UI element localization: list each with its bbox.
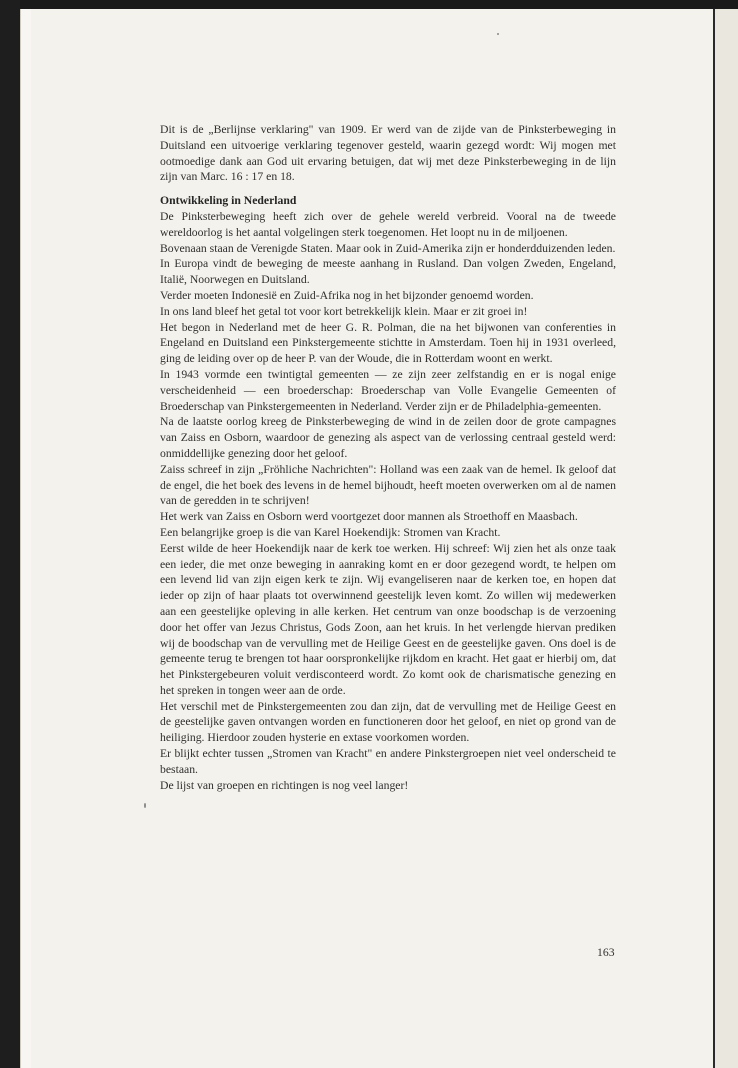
- paragraph: Het begon in Nederland met de heer G. R. Polman, die na het bijwonen van conferenties in Engeland en Duitsland een Pinkstergemeente stichtte in Amsterdam. Toen hij in 1931 overleed, ging de leiding over op de heer P. van der Woude, die in Rotterdam woont en werkt.: [160, 320, 616, 366]
- scan-speck: [144, 803, 146, 808]
- right-page-edge: [713, 9, 738, 1068]
- paragraph: Zaiss schreef in zijn „Fröhliche Nachrichten": Holland was een zaak van de hemel. Ik geloof dat de engel, die het boek des levens in de hemel bijhoudt, heeft moeten overwerken om al de namen van de geredden in te schrijven!: [160, 462, 616, 508]
- paragraph: Het verschil met de Pinkstergemeenten zou dan zijn, dat de vervulling met de Heilige Geest en de geestelijke gaven ontvangen worden en functioneren door het geloof, en niet op grond van de heiliging. Hierdoor zouden hysterie en extase voorkomen worden.: [160, 699, 616, 745]
- paragraph: Het werk van Zaiss en Osborn werd voortgezet door mannen als Stroethoff en Maasbach.: [160, 510, 578, 524]
- scan-speck: [497, 33, 499, 35]
- paragraph: Verder moeten Indonesië en Zuid-Afrika nog in het bijzonder genoemd worden.: [160, 288, 534, 302]
- left-margin-strip: [20, 9, 31, 1068]
- paragraph: Een belangrijke groep is die van Karel Hoekendijk: Stromen van Kracht.: [160, 525, 501, 539]
- left-binding-edge: [0, 0, 20, 1068]
- page-number: 163: [597, 946, 615, 959]
- paragraph: De lijst van groepen en richtingen is nog veel langer!: [160, 778, 409, 792]
- paragraph: Na de laatste oorlog kreeg de Pinksterbeweging de wind in de zeilen door de grote campagnes van Zaiss en Osborn, waardoor de genezing als aspect van de verlossing centraal gesteld werd: onmiddellijke genezing door het geloof.: [160, 415, 616, 460]
- paragraph: In Europa vindt de beweging de meeste aanhang in Rusland. Dan volgen Zweden, Engeland, Italië, Noorwegen en Duitsland.: [160, 257, 616, 287]
- paragraph: Eerst wilde de heer Hoekendijk naar de kerk toe werken. Hij schreef: Wij zien het als onze taak een ieder, die met onze beweging in aanraking komt en er door gezegend wordt, te helpen om een levend lid van zijn eigen kerk te zijn. Wij evangeliseren naar de kerken toe, en hopen dat ieder op zijn of haar plaats tot overwinnend geestelijk leven komt. Zo willen wij medewerken aan een geestelijke opleving in alle kerken. Het centrum van onze boodschap is de verzoening door het offer van Jezus Christus, Gods Zoon, aan het kruis. In het verlengde hiervan prediken wij de boodschap van de vervulling met de Heilige Geest en de geestelijke gaven. Ons doel is de gemeente terug te brengen tot haar oorspronkelijke rijkdom en kracht. Het gaat er hierbij om, dat het Pinkstergebeuren voluit verdisconteerd wordt. Zo komt ook de charismatische genezing en het spreken in tongen weer aan de orde.: [160, 541, 616, 697]
- paragraph: De Pinksterbeweging heeft zich over de gehele wereld verbreid. Vooral na de tweede wereldoorlog is het aantal volgelingen sterk toegenomen. Het loopt nu in de miljoenen.: [160, 209, 616, 239]
- intro-paragraph: Dit is de „Berlijnse verklaring" van 1909. Er werd van de zijde van de Pinksterbeweging in Duitsland een uitvoerige verklaring tegenover gesteld, waarin gezegd wordt: Wij mogen met ootmoedige dank aan God uit ervaring betuigen, dat wij met deze Pinksterbeweging in de lijn zijn van Marc. 16 : 17 en 18.: [160, 123, 616, 184]
- body-text: [160, 122, 616, 793]
- top-binding-edge: [0, 0, 738, 9]
- paragraph: In 1943 vormde een twintigtal gemeenten — ze zijn zeer zelfstandig en er is nogal enige verscheidenheid — een broederschap: Broederschap van Volle Evangelie Gemeenten of Broederschap van Pinkstergemeenten in Nederland. Verder zijn er de Philadelphia-gemeenten.: [160, 367, 616, 413]
- section-heading: Ontwikkeling in Nederland: [160, 194, 297, 208]
- paragraph: Er blijkt echter tussen „Stromen van Kracht" en andere Pinkstergroepen niet veel onderscheid te bestaan.: [160, 747, 616, 776]
- paragraph: Bovenaan staan de Verenigde Staten. Maar ook in Zuid-Amerika zijn er honderdduizenden leden.: [160, 241, 616, 255]
- paragraph: In ons land bleef het getal tot voor kort betrekkelijk klein. Maar er zit groei in!: [160, 304, 528, 318]
